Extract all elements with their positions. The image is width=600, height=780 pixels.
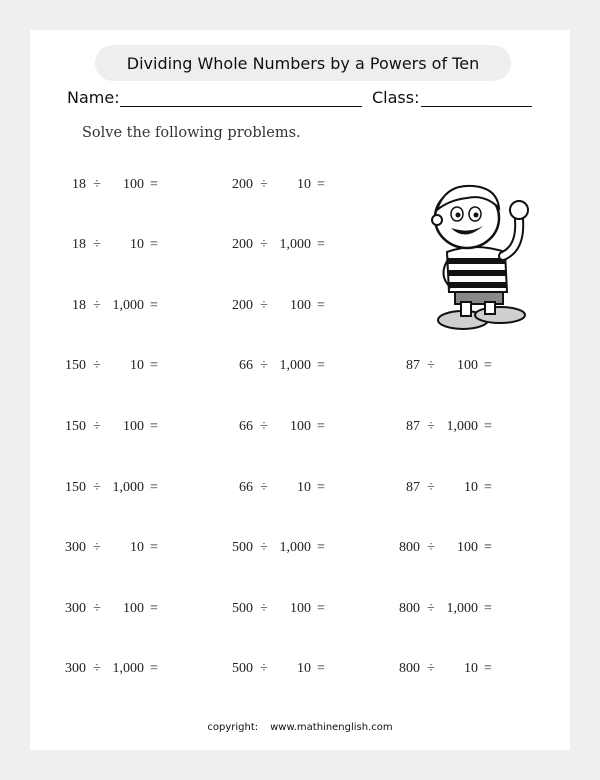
problem-col3-5	[392, 601, 512, 619]
division-sign: ÷	[260, 237, 268, 252]
division-sign: ÷	[93, 419, 101, 434]
problem-col1-3	[58, 298, 178, 316]
problem-col1-5	[58, 419, 178, 437]
divisor: 1,000	[112, 480, 144, 495]
copyright-label: copyright:	[207, 722, 259, 733]
problem-col2-5	[225, 419, 345, 437]
equals-sign: =	[150, 298, 158, 313]
dividend: 18	[72, 237, 86, 252]
dividend: 300	[65, 601, 86, 616]
problem-col2-3	[225, 298, 345, 316]
division-sign: ÷	[260, 177, 268, 192]
divisor: 10	[130, 358, 144, 373]
equals-sign: =	[484, 480, 492, 495]
divisor: 10	[130, 237, 144, 252]
equals-sign: =	[484, 540, 492, 555]
division-sign: ÷	[93, 237, 101, 252]
problem-col1-2	[58, 237, 178, 255]
problem-col3-6	[392, 661, 512, 679]
class-label: Class:	[372, 88, 420, 107]
problem-col2-9	[225, 661, 345, 679]
equals-sign: =	[317, 419, 325, 434]
dividend: 300	[65, 661, 86, 676]
dividend: 300	[65, 540, 86, 555]
problem-col1-6	[58, 480, 178, 498]
problem-col1-8	[58, 601, 178, 619]
divisor: 100	[290, 298, 311, 313]
division-sign: ÷	[427, 480, 435, 495]
division-sign: ÷	[260, 419, 268, 434]
equals-sign: =	[317, 661, 325, 676]
problem-col2-7	[225, 540, 345, 558]
equals-sign: =	[484, 661, 492, 676]
divisor: 100	[290, 601, 311, 616]
equals-sign: =	[150, 540, 158, 555]
division-sign: ÷	[427, 661, 435, 676]
division-sign: ÷	[427, 540, 435, 555]
divisor: 1,000	[446, 419, 478, 434]
division-sign: ÷	[93, 480, 101, 495]
equals-sign: =	[150, 601, 158, 616]
equals-sign: =	[317, 480, 325, 495]
problem-col1-7	[58, 540, 178, 558]
division-sign: ÷	[260, 601, 268, 616]
division-sign: ÷	[260, 661, 268, 676]
problem-col2-8	[225, 601, 345, 619]
divisor: 10	[464, 661, 478, 676]
class-line	[421, 106, 532, 107]
problem-col1-9	[58, 661, 178, 679]
dividend: 200	[232, 298, 253, 313]
divisor: 100	[457, 358, 478, 373]
equals-sign: =	[484, 419, 492, 434]
problem-col3-3	[392, 480, 512, 498]
equals-sign: =	[150, 177, 158, 192]
divisor: 1,000	[279, 358, 311, 373]
name-line	[120, 106, 362, 107]
division-sign: ÷	[93, 298, 101, 313]
problem-col1-1	[58, 177, 178, 195]
problem-col2-4	[225, 358, 345, 376]
equals-sign: =	[317, 601, 325, 616]
dividend: 150	[65, 480, 86, 495]
equals-sign: =	[317, 540, 325, 555]
division-sign: ÷	[260, 358, 268, 373]
problem-col3-2	[392, 419, 512, 437]
equals-sign: =	[484, 601, 492, 616]
equals-sign: =	[317, 177, 325, 192]
dividend: 87	[406, 480, 420, 495]
division-sign: ÷	[93, 177, 101, 192]
divisor: 10	[464, 480, 478, 495]
equals-sign: =	[317, 358, 325, 373]
footer	[0, 722, 600, 733]
division-sign: ÷	[260, 540, 268, 555]
dividend: 500	[232, 661, 253, 676]
divisor: 1,000	[446, 601, 478, 616]
division-sign: ÷	[93, 661, 101, 676]
instructions: Solve the following problems.	[82, 125, 301, 141]
dividend: 18	[72, 298, 86, 313]
dividend: 800	[399, 661, 420, 676]
division-sign: ÷	[260, 298, 268, 313]
problem-col2-1	[225, 177, 345, 195]
dividend: 800	[399, 601, 420, 616]
division-sign: ÷	[93, 601, 101, 616]
division-sign: ÷	[427, 601, 435, 616]
problem-col3-1	[392, 358, 512, 376]
dividend: 500	[232, 601, 253, 616]
divisor: 10	[297, 177, 311, 192]
problem-col2-6	[225, 480, 345, 498]
dividend: 18	[72, 177, 86, 192]
equals-sign: =	[150, 237, 158, 252]
problem-col2-2	[225, 237, 345, 255]
dividend: 66	[239, 419, 253, 434]
website-link[interactable]: www.mathinenglish.com	[270, 722, 393, 733]
division-sign: ÷	[427, 358, 435, 373]
division-sign: ÷	[427, 419, 435, 434]
dividend: 66	[239, 480, 253, 495]
divisor: 100	[123, 419, 144, 434]
dividend: 87	[406, 419, 420, 434]
division-sign: ÷	[260, 480, 268, 495]
equals-sign: =	[150, 419, 158, 434]
worksheet-title	[95, 45, 511, 81]
division-sign: ÷	[93, 540, 101, 555]
dividend: 200	[232, 237, 253, 252]
divisor: 1,000	[112, 661, 144, 676]
divisor: 100	[123, 177, 144, 192]
divisor: 1,000	[279, 237, 311, 252]
divisor: 10	[130, 540, 144, 555]
divisor: 1,000	[112, 298, 144, 313]
worksheet-title-text: Dividing Whole Numbers by a Powers of Ten	[126, 53, 480, 73]
divisor: 100	[290, 419, 311, 434]
problem-col1-4	[58, 358, 178, 376]
equals-sign: =	[150, 661, 158, 676]
equals-sign: =	[150, 358, 158, 373]
problem-col3-4	[392, 540, 512, 558]
divisor: 100	[457, 540, 478, 555]
divisor: 1,000	[279, 540, 311, 555]
divisor: 100	[123, 601, 144, 616]
divisor: 10	[297, 480, 311, 495]
dividend: 200	[232, 177, 253, 192]
dividend: 87	[406, 358, 420, 373]
equals-sign: =	[317, 298, 325, 313]
dividend: 500	[232, 540, 253, 555]
division-sign: ÷	[93, 358, 101, 373]
dividend: 66	[239, 358, 253, 373]
name-label: Name:	[67, 88, 120, 107]
divisor: 10	[297, 661, 311, 676]
dividend: 150	[65, 358, 86, 373]
equals-sign: =	[484, 358, 492, 373]
equals-sign: =	[317, 237, 325, 252]
equals-sign: =	[150, 480, 158, 495]
waving-boy-cartoon-icon	[425, 180, 535, 335]
dividend: 150	[65, 419, 86, 434]
dividend: 800	[399, 540, 420, 555]
